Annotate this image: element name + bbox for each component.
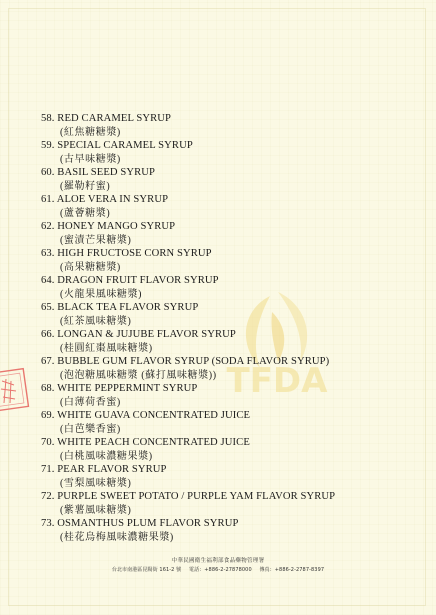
list-item — [41, 112, 401, 139]
item-english-name: 69. WHITE GUAVA CONCENTRATED JUICE — [41, 410, 251, 421]
item-chinese-name: (白芭樂香蜜) — [60, 423, 121, 435]
footer-address: 台北市南港區昆陽街 161-2 號 — [111, 567, 182, 573]
item-english-name: 59. SPECIAL CARAMEL SYRUP — [41, 140, 193, 151]
page-footer — [0, 557, 436, 575]
item-chinese-name: (火龍果風味糖漿) — [60, 288, 143, 300]
item-chinese-name: (紅茶風味糖漿) — [60, 315, 132, 327]
footer-fax: 傳真：+886-2-2787-8397 — [259, 567, 325, 573]
item-chinese-name: (高果糖糖漿) — [60, 261, 121, 273]
list-item — [41, 409, 401, 436]
item-english-name: 67. BUBBLE GUM FLAVOR SYRUP (SODA FLAVOR SYRUP) — [41, 356, 330, 367]
item-chinese-name: (桂花烏梅風味濃糖果漿) — [60, 531, 174, 543]
list-item — [41, 355, 401, 382]
list-item — [41, 220, 401, 247]
footer-organization: 中華民國衛生福利部食品藥物管理署 — [171, 558, 265, 564]
seal-glyph-strokes — [1, 379, 16, 403]
item-chinese-name: (紫薯風味糖漿) — [60, 504, 132, 516]
seal-svg — [0, 365, 30, 415]
item-chinese-name: (蘆薈糖漿) — [60, 207, 111, 219]
item-chinese-name: (古早味糖漿) — [60, 153, 121, 165]
item-english-name: 73. OSMANTHUS PLUM FLAVOR SYRUP — [41, 518, 239, 529]
item-english-name: 70. WHITE PEACH CONCENTRATED JUICE — [41, 437, 250, 448]
item-english-name: 68. WHITE PEPPERMINT SYRUP — [41, 383, 198, 394]
list-item — [41, 517, 401, 544]
item-english-name: 66. LONGAN & JUJUBE FLAVOR SYRUP — [41, 329, 236, 340]
item-chinese-name: (泡泡糖風味糖漿 (蘇打風味糖漿)) — [60, 369, 217, 381]
list-item — [41, 166, 401, 193]
item-chinese-name: (紅焦糖糖漿) — [60, 126, 121, 138]
item-chinese-name: (蜜漬芒果糖漿) — [60, 234, 132, 246]
item-chinese-name: (白桃風味濃糖果漿) — [60, 450, 153, 462]
list-item — [41, 436, 401, 463]
item-chinese-name: (桂圓紅棗風味糖漿) — [60, 342, 153, 354]
item-english-name: 62. HONEY MANGO SYRUP — [41, 221, 176, 232]
list-item — [41, 139, 401, 166]
watermark-text: TFDA — [226, 361, 328, 401]
item-english-name: 65. BLACK TEA FLAVOR SYRUP — [41, 302, 199, 313]
list-item — [41, 463, 401, 490]
list-item — [41, 274, 401, 301]
list-item — [41, 382, 401, 409]
footer-contact — [0, 566, 436, 575]
item-english-name: 60. BASIL SEED SYRUP — [41, 167, 156, 178]
list-item — [41, 490, 401, 517]
syrup-list — [41, 112, 401, 544]
footer-phone: 電話：+886-2-27878000 — [188, 567, 252, 573]
list-item — [41, 301, 401, 328]
item-english-name: 58. RED CARAMEL SYRUP — [41, 113, 172, 124]
item-english-name: 72. PURPLE SWEET POTATO / PURPLE YAM FLAVOR SYRUP — [41, 491, 336, 502]
item-chinese-name: (羅勒籽蜜) — [60, 180, 111, 192]
list-item — [41, 193, 401, 220]
item-english-name: 71. PEAR FLAVOR SYRUP — [41, 464, 167, 475]
list-item — [41, 328, 401, 355]
item-english-name: 63. HIGH FRUCTOSE CORN SYRUP — [41, 248, 212, 259]
item-chinese-name: (白薄荷香蜜) — [60, 396, 121, 408]
item-chinese-name: (雪梨風味糖漿) — [60, 477, 132, 489]
list-item — [41, 247, 401, 274]
item-english-name: 61. ALOE VERA IN SYRUP — [41, 194, 169, 205]
item-english-name: 64. DRAGON FRUIT FLAVOR SYRUP — [41, 275, 219, 286]
red-seal-stamp-icon — [0, 365, 30, 415]
